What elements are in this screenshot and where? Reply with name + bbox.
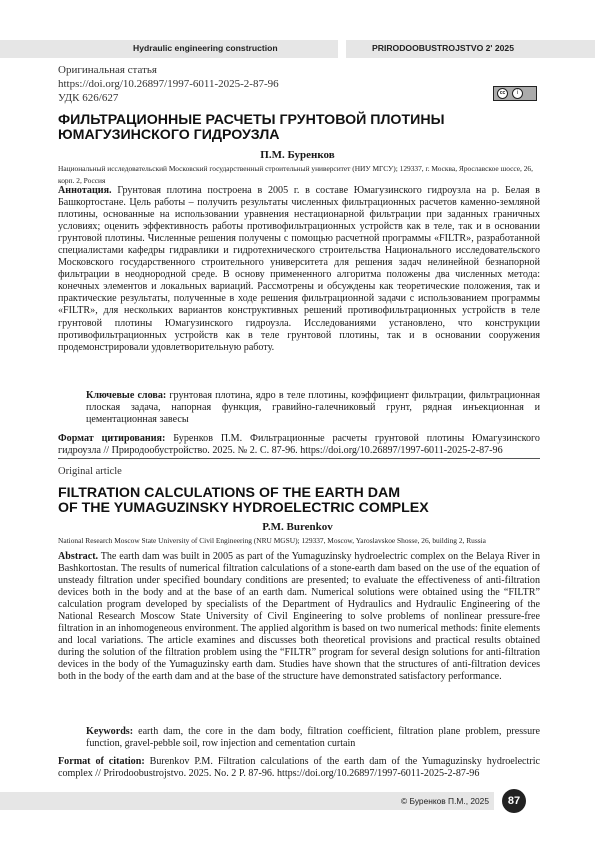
abstract-label-en: Abstract. (58, 551, 99, 562)
citation-text-en: Burenkov P.M. Filtration calculations of the earth dam of the Yumaguzinsky hydroelectric complex // Prirodoobustrojstvo. 2025. No. 2 P. 87-96. https://doi.org/10.26897/1997-6011-2025-2-87-96 (58, 756, 540, 780)
affiliation-ru: Национальный исследовательский Московский государственный строительный университет (НИУ МГСУ); 129337, г. Москва, Ярославское шоссе, 26, корп. 2, Россия (58, 164, 533, 185)
running-header-section (0, 40, 338, 58)
citation-text-ru: Буренков П.М. Фильтрационные расчеты грунтовой плотины Юмагузинского гидроузла // Природообустройство. 2025. № 2. С. 87-96. https://doi.org/10.26897/1997-6011-2025-2-87-96 (58, 433, 540, 457)
cc-icon: cc (497, 88, 508, 99)
keywords-label-ru: Ключевые слова: (86, 390, 167, 401)
journal-title: PRIRODOOBUSTROJSTVO 2' 2025 (372, 43, 514, 53)
citation-label-ru: Формат цитирования: (58, 433, 166, 444)
section-divider (58, 458, 540, 459)
keywords-ru (86, 390, 540, 426)
section-title: Hydraulic engineering construction (133, 43, 278, 53)
abstract-text-en: The earth dam was built in 2005 as part of the Yumaguzinsky hydroelectric complex on the Belaya River in Bashkortostan. The results of numerical filtration calculations of a stone-earth dam based on the use of the equation of unsteady filtration under specified boundary conditions are presented; to evaluate the effectiveness of anti-filtration devices both in the body and at the base of an earth dam. Numerical solutions were obtained using the “FILTR” calculation program developed by specialists of the Department of Hydraulics and Hydraulic Engineering of the National Research Moscow State University of Civil Engineering to solve problems of nonlinear pressure-free filtration in an inhomogeneous environment. The applied algorithm is based on two numerical methods: finite elements and local variations. The article examines and discusses both theoretical provisions and practical results obtained during the solution of the filtration problem using the “FILTR” program for several design solutions for anti-filtration devices in the body of the Yumaguzinsky earth dam. Studies have shown that the structures of anti-filtration devices both in the body of the earth dam and at the base of the structure have demonstrated satisfactory performance. (58, 551, 540, 683)
article-type-ru: Оригинальная статья (58, 64, 157, 76)
running-header-journal (346, 40, 595, 58)
article-type-en: Original article (58, 466, 122, 477)
keywords-en (86, 726, 540, 750)
keywords-text-ru: грунтовая плотина, ядро в теле плотины, коэффициент фильтрации, фильтрационная плоская задача, напорная функция, гравийно-галечниковый грунт, рядная инъекционная и цементационная завесы (86, 390, 540, 426)
citation-ru (58, 433, 540, 457)
abstract-text-ru: Грунтовая плотина построена в 2005 г. в составе Юмагузинского гидроузла на р. Белая в Башкортостане. Цель работы – получить результаты численных фильтрационных расчетов каменно-земляной плотины, основанные на использовании уравнения нестационарной фильтрации при заданных граничных условиях; оценить эффективность работы противофильтрационных устройств как в теле, так и в основании грунтовой плотины. Численные решения получены с помощью расчетной программы «FILTR», разработанной специалистами кафедры гидравлики и гидротехнического строительства Национального исследовательского Московского государственного строительного университета для решения задач нелинейной безнапорной фильтрации в неоднородной среде. В основу примененного алгоритма положены два численных метода: конечных элементов и локальных вариаций. Рассмотрены и обсуждены как теоретические положения, так и практические результаты, полученные в ходе решения фильтрационной задачи с использованием программы «FILTR», для нескольких вариантов конструктивных решений противофильтрационных устройств в теле грунтовой плотины Юмагузинского гидроузла. Исследованиями установлено, что конструкции противофильтрационных устройств как в теле грунтовой плотины, так и в основании сооружения продемонстрировали удовлетворительную работу. (58, 185, 540, 353)
keywords-text-en: earth dam, the core in the dam body, filtration coefficient, filtration plane problem, pressure function, gravel-pebble soil, row injection and cementation curtain (86, 726, 540, 750)
abstract-en (58, 551, 540, 684)
abstract-ru (58, 185, 540, 354)
citation-en (58, 756, 540, 780)
citation-label-en: Format of citation: (58, 756, 145, 767)
copyright-notice: © Буренков П.М., 2025 (401, 796, 489, 806)
title-en-line1: FILTRATION CALCULATIONS OF THE EARTH DAM (58, 485, 401, 501)
doi-link[interactable]: https://doi.org/10.26897/1997-6011-2025-2-87-96 (58, 78, 279, 90)
abstract-label-ru: Аннотация. (58, 185, 112, 196)
author-en: P.M. Burenkov (262, 521, 333, 533)
udk-code: УДК 626/627 (58, 92, 119, 104)
attribution-icon: i (512, 88, 523, 99)
title-ru-line1: ФИЛЬТРАЦИОННЫЕ РАСЧЕТЫ ГРУНТОВОЙ ПЛОТИНЫ (58, 112, 445, 128)
keywords-label-en: Keywords: (86, 726, 134, 737)
cc-by-license-icon[interactable] (493, 86, 537, 101)
title-en-line2: OF THE YUMAGUZINSKY HYDROELECTRIC COMPLEX (58, 500, 429, 516)
author-ru: П.М. Буренков (260, 149, 335, 161)
title-ru-line2: ЮМАГУЗИНСКОГО ГИДРОУЗЛА (58, 127, 280, 143)
page-number: 87 (502, 789, 526, 813)
page-footer (0, 792, 494, 810)
affiliation-en: National Research Moscow State University of Civil Engineering (NRU MGSU); 129337, Moscow, Yaroslavskoe Shosse, 26, building 2, Russia (58, 536, 486, 545)
